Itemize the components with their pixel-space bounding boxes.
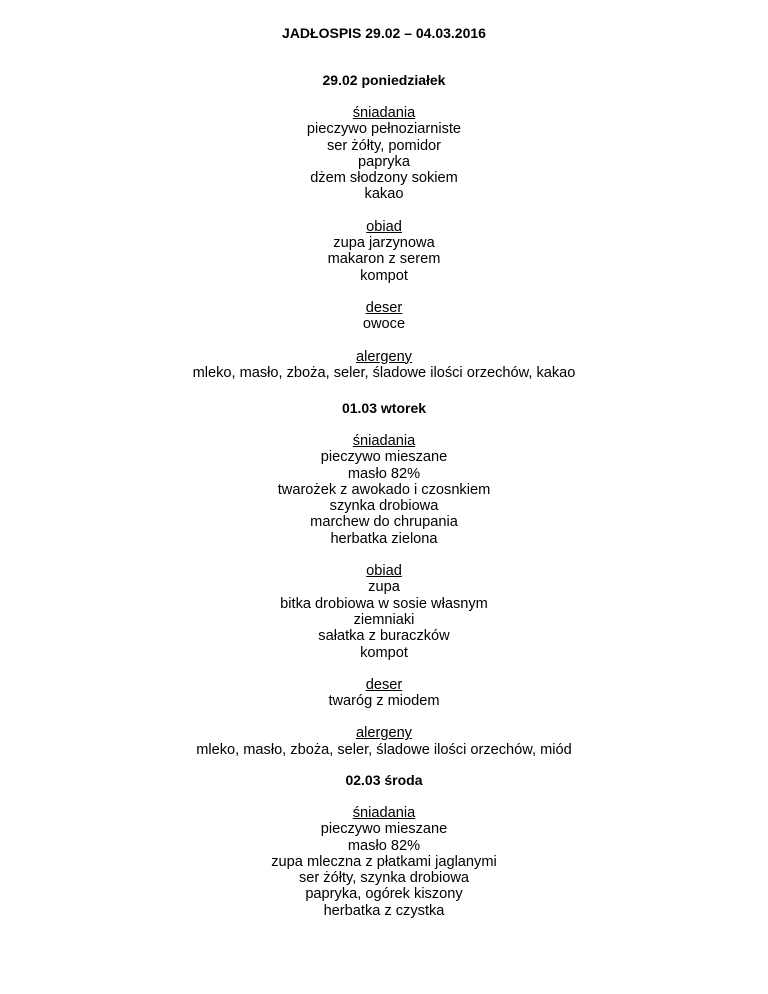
breakfast-section <box>0 805 768 919</box>
breakfast-section <box>0 105 768 203</box>
section-heading-dessert: deser <box>365 299 403 316</box>
menu-item: marchew do chrupania <box>310 514 458 531</box>
menu-item: kompot <box>360 267 408 284</box>
section-heading-dessert: deser <box>365 676 403 693</box>
menu-item: ser żółty, szynka drobiowa <box>298 870 470 887</box>
day-block-tuesday <box>0 400 768 774</box>
day-block-monday <box>0 72 768 397</box>
menu-item: kompot <box>360 644 408 661</box>
menu-item: zupa mleczna z płatkami jaglanymi <box>271 853 497 870</box>
day-title: 29.02 poniedziałek <box>322 72 446 88</box>
section-heading-breakfast: śniadania <box>352 805 416 821</box>
menu-item: masło 82% <box>347 837 421 854</box>
menu-item: sałatka z buraczków <box>318 628 450 645</box>
menu-item: kakao <box>364 186 404 203</box>
lunch-section <box>0 219 768 284</box>
menu-item: szynka drobiowa <box>329 498 439 515</box>
menu-item: pieczywo pełnoziarniste <box>306 121 462 138</box>
menu-item: masło 82% <box>347 465 421 482</box>
section-heading-allergens: alergeny <box>356 348 412 365</box>
menu-item: pieczywo mieszane <box>320 821 448 838</box>
menu-item: papryka, ogórek kiszony <box>305 886 463 903</box>
dessert-section <box>0 300 768 333</box>
allergens-section <box>0 725 768 758</box>
section-heading-breakfast: śniadania <box>352 105 416 121</box>
menu-item: papryka <box>358 153 410 170</box>
day-title: 02.03 środa <box>345 772 423 788</box>
document-title: JADŁOSPIS 29.02 – 04.03.2016 <box>282 25 486 41</box>
section-heading-allergens: alergeny <box>356 725 412 742</box>
menu-item: pieczywo mieszane <box>320 449 448 466</box>
menu-item: twaróg z miodem <box>328 693 440 710</box>
menu-item: twarożek z awokado i czosnkiem <box>277 481 491 498</box>
allergens-section <box>0 349 768 382</box>
menu-item: makaron z serem <box>327 251 441 268</box>
menu-item: dżem słodzony sokiem <box>310 170 458 187</box>
menu-item: owoce <box>362 316 406 333</box>
breakfast-section <box>0 433 768 547</box>
menu-item: herbatka z czystka <box>323 902 445 919</box>
section-heading-breakfast: śniadania <box>352 433 416 449</box>
menu-item: herbatka zielona <box>330 530 438 547</box>
allergens-list: mleko, masło, zboża, seler, śladowe ilości orzechów, miód <box>196 741 572 758</box>
menu-item: zupa <box>368 579 400 596</box>
menu-item: bitka drobiowa w sosie własnym <box>280 595 488 612</box>
menu-item: zupa jarzynowa <box>333 235 435 252</box>
lunch-section <box>0 563 768 661</box>
section-heading-lunch: obiad <box>366 563 402 580</box>
menu-item: ziemniaki <box>353 611 415 628</box>
day-block-wednesday <box>0 772 768 935</box>
day-title: 01.03 wtorek <box>341 400 427 416</box>
allergens-list: mleko, masło, zboża, seler, śladowe ilości orzechów, kakao <box>192 364 576 381</box>
dessert-section <box>0 677 768 710</box>
section-heading-lunch: obiad <box>366 218 402 235</box>
menu-item: ser żółty, pomidor <box>326 137 442 154</box>
